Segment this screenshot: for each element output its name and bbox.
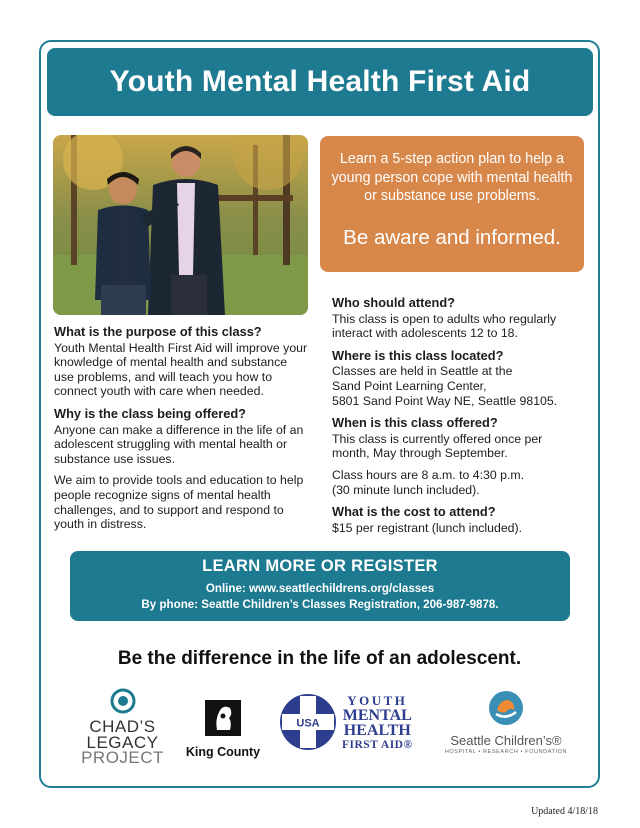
chads-legacy-logo <box>75 688 170 778</box>
answer-line: Classes are held in Seattle at the <box>332 364 513 379</box>
king-county-name: King County <box>185 745 261 759</box>
right-column <box>332 296 582 543</box>
king-county-logo-icon <box>203 700 243 736</box>
register-online-link[interactable]: Online: www.seattlechildrens.org/classes <box>205 582 435 595</box>
seattle-childrens-logo <box>440 690 572 760</box>
register-title: LEARN MORE OR REGISTER <box>202 557 438 575</box>
ymhfa-logo <box>278 692 438 752</box>
register-phone[interactable]: By phone: Seattle Children’s Classes Registration, 206-987-9878. <box>141 598 499 611</box>
answer-text: We aim to provide tools and education to help people recognize signs of mental health challenges, and to support and respond to youth in distress. <box>54 473 304 532</box>
answer-text <box>332 364 582 408</box>
register-box <box>70 551 570 621</box>
answer-text: Youth Mental Health First Aid will improve your knowledge of mental health and substance use problems, and will teach you how to connect youth with care when needed. <box>54 340 308 399</box>
chads-line-3: PROJECT <box>81 748 164 767</box>
ymhfa-health: HEALTH <box>343 722 411 739</box>
answer-cost <box>332 521 582 536</box>
question-cost: What is the cost to attend? <box>332 504 496 520</box>
photo-adult-and-youth <box>53 135 308 315</box>
answer-text: This class is open to adults who regularly interact with adolescents 12 to 18. <box>332 311 557 341</box>
question-where: Where is this class located? <box>332 347 504 363</box>
chads-legacy-logo-icon <box>108 688 138 714</box>
answer-line: Class hours are 8 a.m. to 4:30 p.m. <box>332 467 525 482</box>
answer-why <box>54 423 310 532</box>
king-county-logo <box>183 700 263 760</box>
answer-who <box>332 312 582 341</box>
answer-text: Anyone can make a difference in the life of an adolescent struggling with mental health or substance use issues. <box>54 422 304 466</box>
question-when: When is this class offered? <box>332 415 498 431</box>
seattle-childrens-name: Seattle Children’s® <box>450 733 562 748</box>
callout-aware: Be aware and informed. <box>343 225 561 249</box>
answer-where <box>332 364 582 408</box>
usa-badge-text: USA <box>296 717 320 730</box>
callout-box <box>320 136 584 272</box>
title-banner <box>47 48 593 116</box>
ymhfa-words <box>342 694 413 752</box>
tagline: Be the difference in the life of an adolescent. <box>117 648 522 669</box>
answer-line: (30 minute lunch included). <box>332 482 480 497</box>
ymhfa-mental: MENTAL <box>342 707 412 724</box>
ymhfa-first-aid: FIRST AID® <box>342 739 413 751</box>
answer-line: Sand Point Learning Center, <box>332 378 487 393</box>
answer-when <box>332 432 582 497</box>
answer-purpose <box>54 341 310 399</box>
answer-text: $15 per registrant (lunch included). <box>332 520 523 535</box>
usa-cross-badge-icon <box>278 692 338 752</box>
callout-plan: Learn a 5-step action plan to help a young person cope with mental health or substance use problems. <box>331 151 573 204</box>
answer-text: This class is currently offered once per month, May through September. <box>332 431 543 461</box>
chads-line-1: CHAD’S <box>89 717 156 736</box>
seattle-childrens-logo-icon <box>488 690 524 726</box>
question-why: Why is the class being offered? <box>54 405 246 421</box>
question-who: Who should attend? <box>332 295 455 310</box>
chads-line-2: LEGACY <box>86 732 159 752</box>
left-column <box>54 325 310 540</box>
question-purpose: What is the purpose of this class? <box>54 324 262 339</box>
updated-date: Updated 4/18/18 <box>531 806 598 817</box>
seattle-childrens-sub: HOSPITAL • RESEARCH • FOUNDATION <box>444 749 568 755</box>
ymhfa-youth: YOUTH <box>347 693 408 708</box>
answer-line: 5801 Sand Point Way NE, Seattle 98105. <box>332 393 558 408</box>
answer-text <box>332 468 582 497</box>
page-title: Youth Mental Health First Aid <box>109 65 531 98</box>
